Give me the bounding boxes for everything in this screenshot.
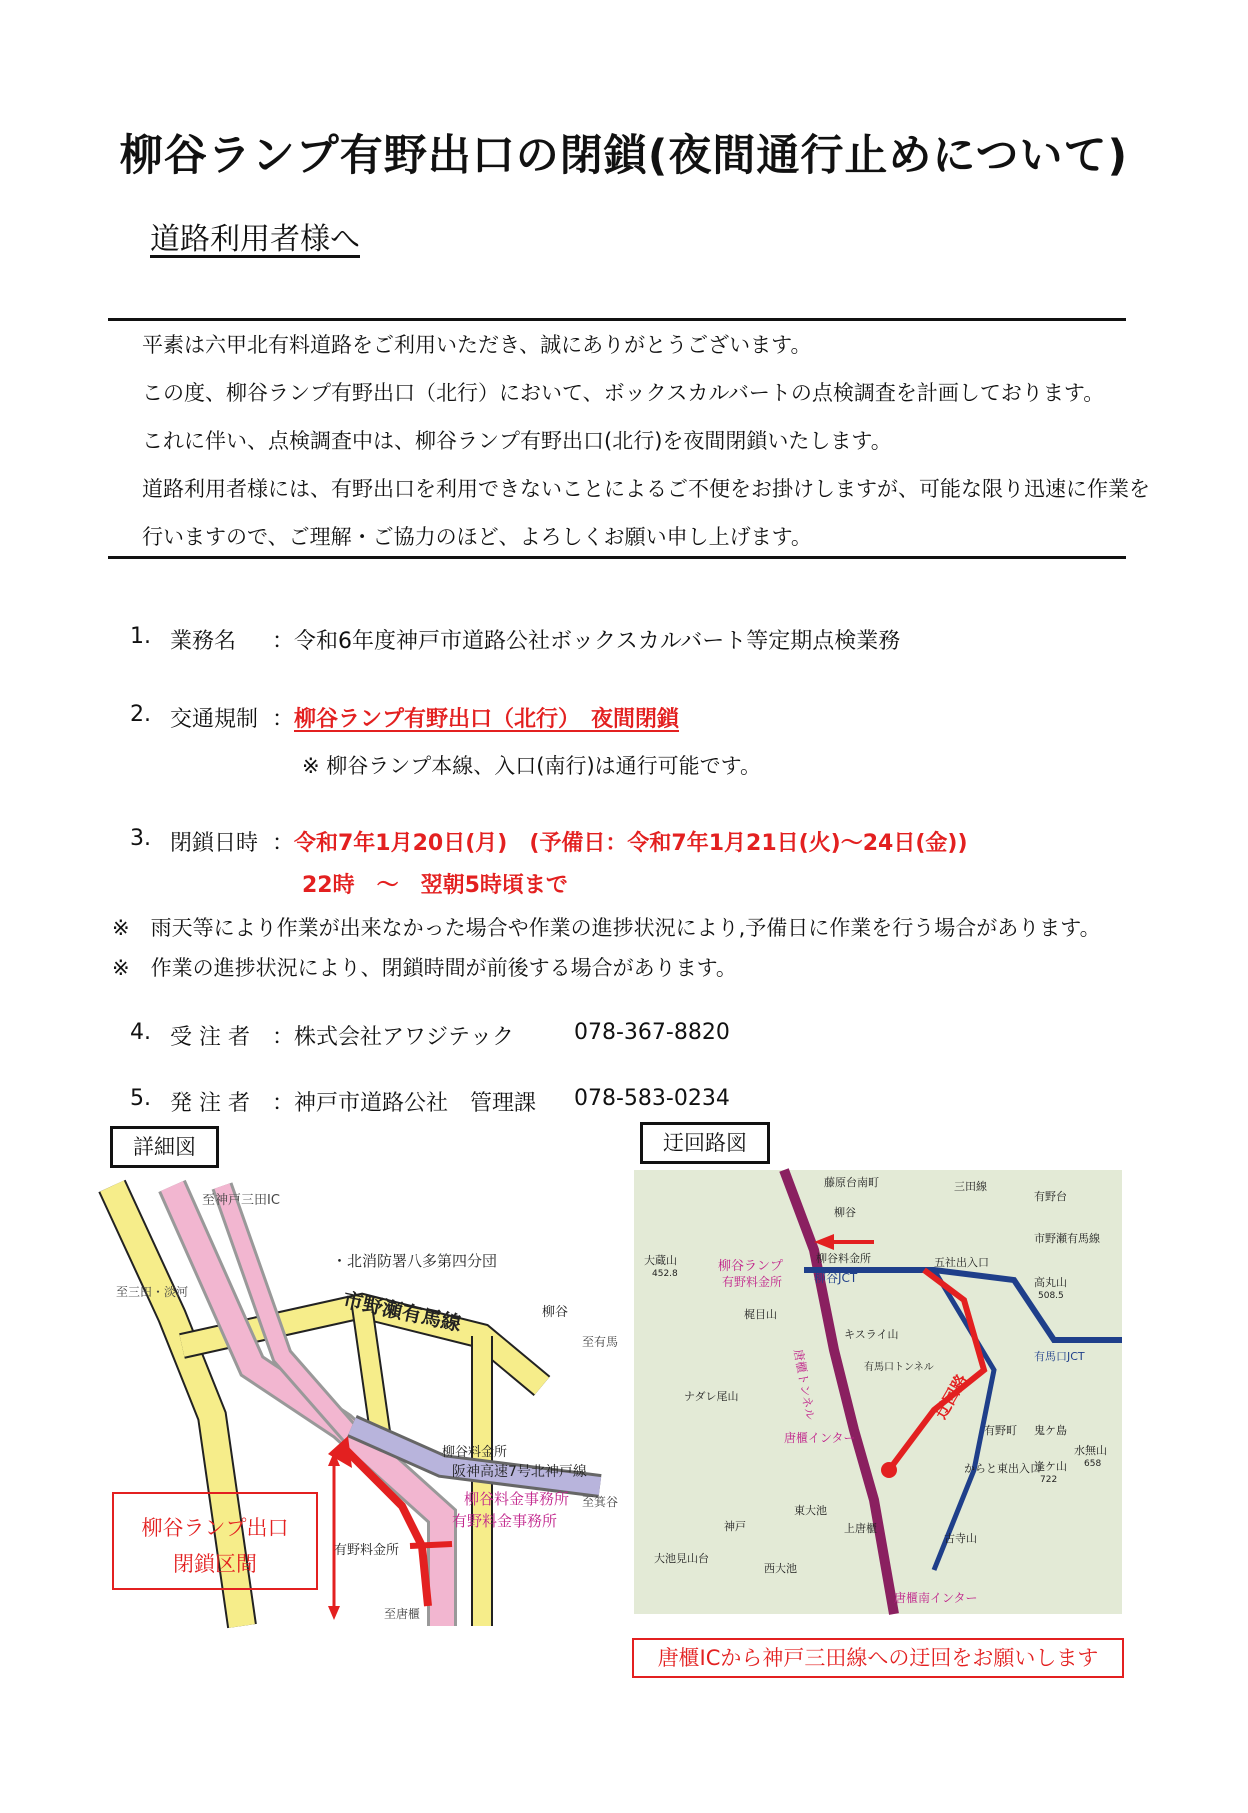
addressee: 道路利用者様へ bbox=[150, 222, 360, 257]
label-to-karato: 至唐櫃 bbox=[384, 1607, 421, 1621]
label-arinodai: 有野台 bbox=[1034, 1190, 1067, 1203]
item-contractor-sep: ： bbox=[272, 1025, 295, 1050]
label-arino-office: 有野料金事務所 bbox=[452, 1512, 558, 1530]
note-rain: ※ 雨天等により作業が出来なかった場合や作業の進捗状況により,予備日に作業を行う場合があります。 bbox=[112, 916, 1101, 940]
item-work-value: 令和6年度神戸市道路公社ボックスカルバート等定期点検業務 bbox=[294, 629, 901, 654]
label-karato-minami: 唐櫃南インター bbox=[894, 1591, 978, 1605]
label-ichinose-line: 市野瀬有馬線 bbox=[340, 1287, 464, 1336]
item-contractor-label: 受 注 者 bbox=[170, 1025, 250, 1050]
label-karato-higashi: からと東出入口 bbox=[964, 1462, 1041, 1475]
label-fujiwaradai: 藤原台南町 bbox=[824, 1176, 879, 1189]
label-arino-toll: 有野料金所 bbox=[334, 1543, 400, 1558]
detour-map bbox=[634, 1170, 1122, 1614]
label-kobe: 神戸 bbox=[724, 1520, 746, 1533]
label-nadaoyama: ナダレ尾山 bbox=[684, 1390, 739, 1403]
item-traffic-num: 2. bbox=[130, 702, 151, 727]
item-client-value: 神戸市道路公社 管理課 bbox=[294, 1091, 537, 1116]
label-to-minoo: 至箕谷 bbox=[582, 1495, 619, 1509]
label-hanshin-route7: 阪神高速7号北神戸線 bbox=[452, 1464, 587, 1480]
label-takamaruyama-h: 508.5 bbox=[1038, 1291, 1064, 1301]
item-closure-num: 3. bbox=[130, 826, 151, 851]
item-contractor-phone: 078-367-8820 bbox=[574, 1020, 730, 1045]
intro-line-4: 道路利用者様には、有野出口を利用できないことによるご不便をお掛けしますが、可能な限り迅速に作業を bbox=[142, 477, 1150, 501]
label-mizunashiyama: 水無山 bbox=[1074, 1444, 1107, 1457]
label-yanagitani-toll: 柳谷料金所 bbox=[442, 1445, 508, 1460]
label-osaka-yama-h: 722 bbox=[1040, 1475, 1058, 1485]
label-kamikarato: 上唐櫃 bbox=[844, 1522, 877, 1535]
intro-line-2: この度、柳谷ランプ有野出口（北行）において、ボックスカルバートの点検調査を計画しております。 bbox=[142, 381, 1105, 405]
item-work-sep: ： bbox=[272, 629, 295, 654]
item-traffic-note: ※ 柳谷ランプ本線、入口(南行)は通行可能です。 bbox=[302, 754, 761, 778]
label-oikeyama: 大池見山台 bbox=[654, 1552, 709, 1565]
detour-caption: 唐櫃ICから神戸三田線への迂回をお願いします bbox=[632, 1638, 1124, 1678]
label-ozoyama: 大蔵山 bbox=[644, 1254, 677, 1267]
intro-line-1: 平素は六甲北有料道路をご利用いただき、誠にありがとうございます。 bbox=[142, 333, 812, 357]
label-arimaguchi-jct: 有馬口JCT bbox=[1034, 1350, 1085, 1363]
label-kajimeyama: 梶目山 bbox=[744, 1308, 777, 1321]
item-work-label: 業務名 bbox=[170, 629, 237, 654]
note-progress: ※ 作業の進捗状況により、閉鎖時間が前後する場合があります。 bbox=[112, 956, 737, 980]
item-contractor-value: 株式会社アワジテック bbox=[294, 1025, 515, 1050]
item-client-sep: ： bbox=[272, 1091, 295, 1116]
label-yanagitani: 柳谷 bbox=[542, 1305, 569, 1320]
label-detour: 迂回路 bbox=[931, 1370, 972, 1422]
item-client-num: 5. bbox=[130, 1086, 151, 1111]
closure-label-1: 柳谷ランプ出口 bbox=[141, 1516, 289, 1540]
label-arimaguchi-tunnel: 有馬口トンネル bbox=[864, 1362, 934, 1373]
intro-line-3: これに伴い、点検調査中は、柳谷ランプ有野出口(北行)を夜間閉鎖いたします。 bbox=[142, 429, 892, 453]
detail-map-label: 詳細図 bbox=[110, 1126, 219, 1168]
label-to-sanda-ic: 至神戸三田IC bbox=[202, 1193, 280, 1208]
label-sanda-line: 三田線 bbox=[954, 1180, 987, 1193]
label-mizunashiyama-h: 658 bbox=[1084, 1459, 1102, 1469]
item-contractor-num: 4. bbox=[130, 1020, 151, 1045]
intro-line-5: 行いますので、ご理解・ご協力のほど、よろしくお願い申し上げます。 bbox=[142, 525, 812, 549]
label-yanagitani-toll-map: 柳谷料金所 bbox=[816, 1252, 871, 1265]
item-traffic-sep: ： bbox=[272, 707, 295, 732]
label-yanagitani-jct: 柳谷JCT bbox=[814, 1271, 858, 1285]
item-closure-date: 令和7年1月20日(月) (予備日：令和7年1月21日(火)～24日(金)) bbox=[294, 831, 968, 856]
label-ozoyama-h: 452.8 bbox=[652, 1269, 678, 1279]
label-kisuraiyama: キスライ山 bbox=[844, 1328, 899, 1341]
item-client-label: 発 注 者 bbox=[170, 1091, 250, 1116]
closure-label-2: 閉鎖区間 bbox=[173, 1552, 257, 1576]
label-arinocho: 有野町 bbox=[984, 1424, 1017, 1437]
item-traffic-label: 交通規制 bbox=[170, 707, 259, 732]
page-title: 柳谷ランプ有野出口の閉鎖(夜間通行止めについて) bbox=[119, 131, 1129, 181]
item-traffic-value: 柳谷ランプ有野出口（北行） 夜間閉鎖 bbox=[294, 707, 680, 732]
label-higashiomi: 東大池 bbox=[794, 1504, 827, 1517]
label-gosha-exit: 五社出入口 bbox=[934, 1256, 989, 1269]
label-to-sanda-awaji: 至三田・淡河 bbox=[116, 1285, 189, 1299]
label-yanagitani-place: 柳谷 bbox=[834, 1206, 856, 1219]
label-ichinose-map: 市野瀬有馬線 bbox=[1034, 1232, 1100, 1245]
label-nishiomi: 西大池 bbox=[764, 1562, 797, 1575]
item-closure-sep: ： bbox=[272, 831, 295, 856]
label-arino-toll-map: 有野料金所 bbox=[722, 1275, 783, 1289]
closure-section-box bbox=[112, 1492, 318, 1590]
top-rule bbox=[108, 318, 1126, 321]
label-yanagitani-office: 柳谷料金事務所 bbox=[464, 1490, 570, 1508]
bottom-rule bbox=[108, 556, 1126, 559]
item-closure-time: 22時 ～ 翌朝5時頃まで bbox=[302, 873, 568, 898]
label-osaka-yama: 逢ケ山 bbox=[1034, 1460, 1067, 1473]
item-client-phone: 078-583-0234 bbox=[574, 1086, 730, 1111]
label-kodera: 古寺山 bbox=[944, 1532, 977, 1545]
label-onigamine: 鬼ケ島 bbox=[1034, 1424, 1067, 1437]
label-yanagitani-ramp: 柳谷ランプ bbox=[718, 1259, 784, 1274]
item-work-num: 1. bbox=[130, 624, 151, 649]
item-closure-label: 閉鎖日時 bbox=[170, 831, 259, 856]
label-takamaruyama: 高丸山 bbox=[1034, 1276, 1067, 1289]
label-fire-station: ・北消防署八多第四分団 bbox=[332, 1252, 498, 1270]
detour-map-label: 迂回路図 bbox=[640, 1122, 770, 1164]
label-karato-tunnel: 唐櫃トンネル bbox=[791, 1348, 818, 1422]
label-to-arima: 至有馬 bbox=[582, 1335, 619, 1349]
label-karato-ic: 唐櫃インター bbox=[784, 1431, 856, 1445]
